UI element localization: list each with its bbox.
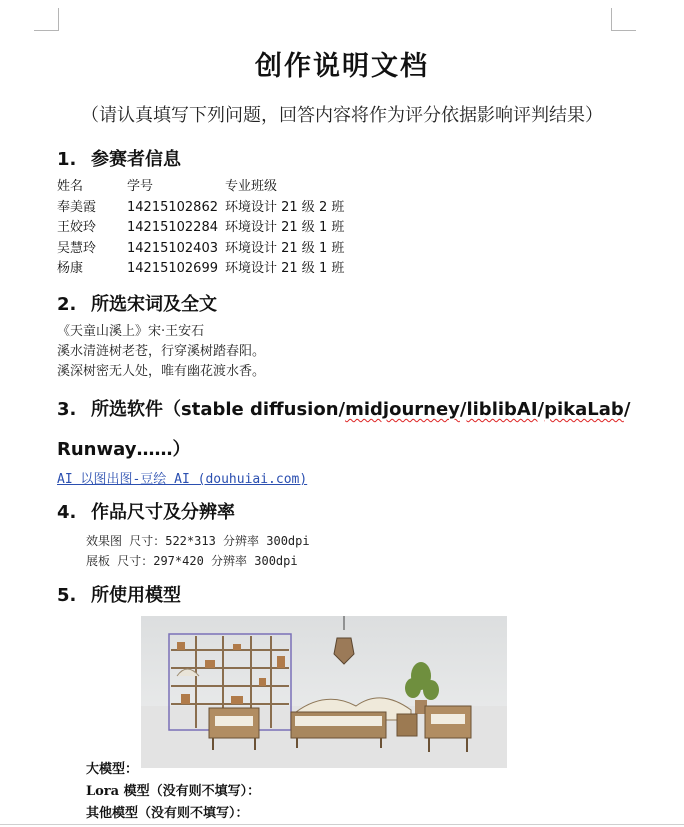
participant-id: 14215102403 [127, 240, 218, 256]
size-board: 展板 尺寸：297*420 分辨率 300dpi [86, 554, 298, 568]
separator: / [537, 399, 545, 420]
section1-number: 1. [57, 149, 77, 170]
participant-name: 王姣玲 [57, 220, 97, 235]
participant-class: 环境设计 21 级 1 班 [225, 261, 345, 276]
table-row [57, 239, 344, 260]
column-header-name: 姓名 [57, 179, 84, 194]
participant-table-header [57, 177, 344, 198]
spellcheck-word-midjourney: midjourney [345, 399, 460, 420]
participant-id: 14215102284 [127, 220, 218, 235]
participant-name: 杨康 [57, 261, 84, 276]
section5-number: 5. [57, 585, 77, 606]
section2-title: 所选宋词及全文 [91, 294, 217, 315]
column-header-id: 学号 [127, 179, 154, 194]
section1-heading [57, 145, 181, 171]
table-row [57, 218, 344, 239]
poem-line-1: 溪水清涟树老苍，行穿溪树踏春阳。 [57, 344, 266, 359]
poem-line-2: 溪深树密无人处，唯有幽花渡水香。 [57, 364, 266, 379]
section4-heading [57, 498, 235, 524]
section5-title: 所使用模型 [91, 585, 181, 606]
poem-title: 《天童山溪上》宋·王安石 [57, 324, 205, 339]
section2-heading [57, 290, 217, 316]
model-render-image [141, 616, 507, 768]
section3-heading [57, 395, 630, 421]
section4-number: 4. [57, 502, 77, 523]
section5-heading [57, 581, 181, 607]
document-subtitle: （请认真填写下列问题，回答内容将作为评分依据影响评判结果） [81, 105, 603, 126]
spellcheck-word-pikalab: pikaLab [544, 399, 624, 420]
table-row [57, 198, 344, 219]
separator: / [623, 399, 631, 420]
section4-title: 作品尺寸及分辨率 [91, 502, 235, 523]
participant-id: 14215102699 [127, 261, 218, 276]
section2-number: 2. [57, 294, 77, 315]
lora-model-label: Lora 模型（没有则不填写）： [86, 784, 261, 799]
software-link[interactable]: AI 以图出图-豆绘 AI (douhuiai.com) [57, 472, 308, 487]
section3-heading-line2: Runway……） [57, 439, 191, 460]
participant-name: 吴慧玲 [57, 240, 97, 256]
base-model-label: 大模型： [86, 762, 139, 777]
document-title: 创作说明文档 [255, 51, 429, 82]
participant-name: 奉美霞 [57, 199, 97, 215]
spellcheck-word-liblibai: liblibAI [466, 399, 538, 420]
section3-number: 3. [57, 399, 77, 420]
column-header-class: 专业班级 [225, 179, 278, 194]
section3-title-prefix: 所选软件（stable diffusion/ [91, 399, 346, 420]
size-render: 效果图 尺寸：522*313 分辨率 300dpi [86, 534, 310, 548]
other-model-label: 其他模型（没有则不填写）： [86, 806, 249, 821]
participant-class: 环境设计 21 级 2 班 [225, 199, 345, 215]
separator: / [459, 399, 467, 420]
page-bottom-border [0, 824, 684, 825]
participant-table [57, 177, 344, 280]
participant-class: 环境设计 21 级 1 班 [225, 240, 345, 256]
margin-corner-top-right [611, 8, 636, 31]
section1-title: 参赛者信息 [91, 149, 181, 170]
margin-corner-top-left [34, 8, 59, 31]
table-row [57, 259, 344, 280]
participant-class: 环境设计 21 级 1 班 [225, 220, 345, 235]
participant-id: 14215102862 [127, 199, 218, 215]
